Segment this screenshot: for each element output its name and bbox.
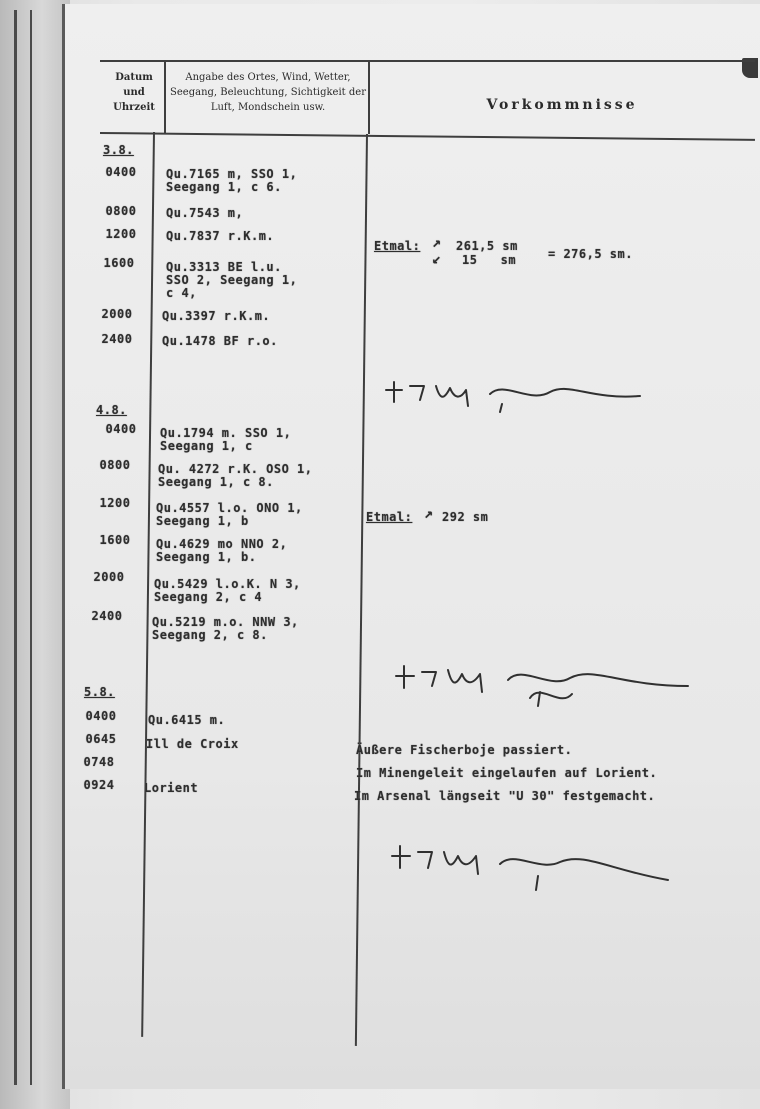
header-date-time: Datum und Uhrzeit [113,72,155,113]
header-divider [164,62,166,134]
row-time: 0924 [83,778,115,792]
row-entry: Qu.7543 m, [166,206,244,220]
page-stack-edge [0,0,70,1109]
row-time: 0800 [105,204,137,218]
row-time: 2400 [91,609,123,623]
etmal-label: Etmal: [366,510,413,524]
page-stack-line [14,10,17,1085]
row-time: 0748 [83,755,115,769]
arrow-up-icon: ↗ [432,233,442,251]
arrow-down-icon: ↙ [432,249,442,267]
row-entry: Qu. 4272 r.K. OSO 1, Seegang 1, c 8. [158,462,313,489]
row-time: 0400 [105,165,137,179]
row-entry: Qu.7165 m, SSO 1, Seegang 1, c 6. [166,167,298,194]
row-entry: Qu.7837 r.K.m. [166,229,275,243]
etmal-value: 292 sm [442,510,489,524]
row-time: 1600 [99,533,131,547]
etmal-total: = 276,5 sm. [548,247,633,261]
row-time: 2000 [101,307,133,321]
table-top-rule [100,60,755,62]
row-entry: Qu.5429 l.o.K. N 3, Seegang 2, c 4 [154,577,301,604]
signature [380,370,650,420]
signature [388,836,678,894]
row-time: 0645 [85,732,117,746]
row-entry: Qu.4557 l.o. ONO 1, Seegang 1, b [156,501,303,528]
row-time: 0400 [85,709,117,723]
event-entry: Äußere Fischerboje passiert. [356,743,573,757]
event-entry: Im Arsenal längseit "U 30" festgemacht. [354,789,656,803]
row-entry: Lorient [144,781,199,795]
header-location-weather: Angabe des Ortes, Wind, Wetter, Seegang, Beleuchtung, Sichtigkeit der Luft, Mondschein usw. [170,72,366,113]
row-time: 1200 [99,496,131,510]
etmal-label: Etmal: [374,239,421,253]
day-date: 4.8. [96,403,127,417]
row-entry: Qu.4629 mo NNO 2, Seegang 1, b. [156,537,288,564]
etmal-value: 261,5 sm [456,239,518,253]
event-entry: Im Minengeleit eingelaufen auf Lorient. [356,766,658,780]
day-date: 3.8. [103,143,134,157]
row-time: 2400 [101,332,133,346]
arrow-up-icon: ↗ [424,504,434,522]
row-entry: Qu.1794 m. SSO 1, Seegang 1, c [160,426,292,453]
signature [390,652,690,712]
row-entry: Qu.1478 BF r.o. [162,334,278,348]
row-entry: Qu.3397 r.K.m. [162,309,271,323]
row-time: 1600 [103,256,135,270]
page-stack-line [30,10,32,1085]
row-time: 2000 [93,570,125,584]
row-time: 0800 [99,458,131,472]
row-entry: Qu.3313 BE l.u. SSO 2, Seegang 1, c 4, [166,260,298,300]
row-entry: Qu.5219 m.o. NNW 3, Seegang 2, c 8. [152,615,299,642]
etmal-value: 15 sm [462,253,517,267]
row-entry: Qu.6415 m. [148,713,226,727]
row-entry: Ill de Croix [146,737,239,751]
header-events: Vorkommnisse [486,97,638,113]
row-time: 0400 [105,422,137,436]
day-date: 5.8. [84,685,115,699]
row-time: 1200 [105,227,137,241]
header-divider [368,62,370,134]
